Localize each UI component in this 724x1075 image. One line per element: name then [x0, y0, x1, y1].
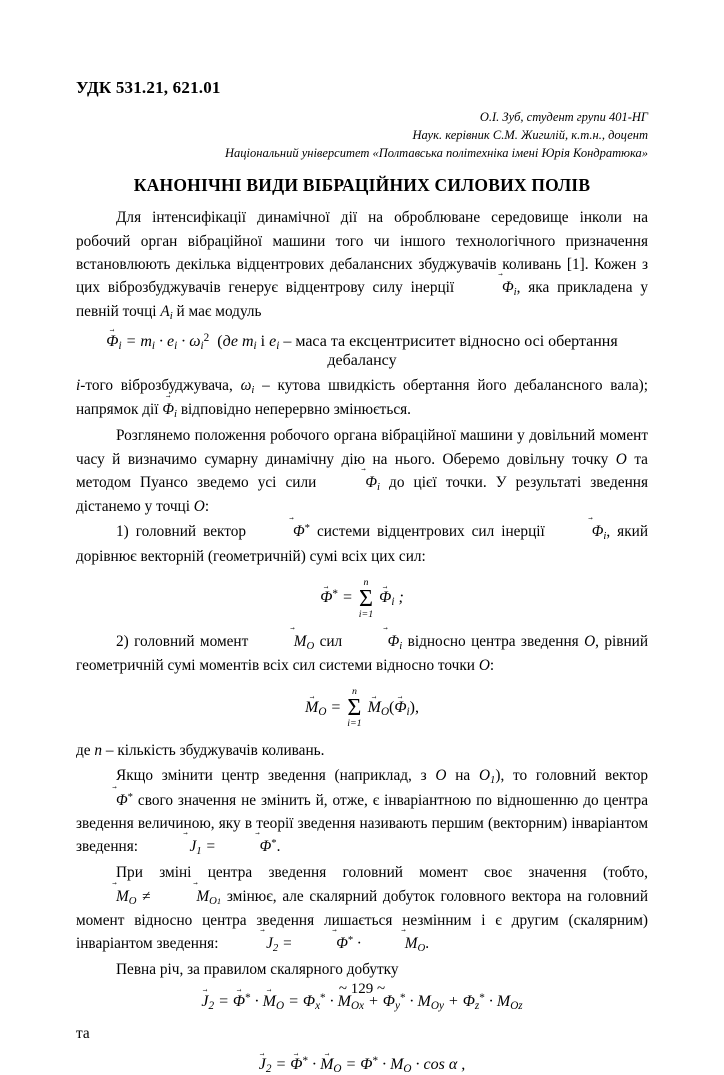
byline-author: О.І. Зуб, студент групи 401-НГ	[479, 110, 648, 124]
symbol-o-3: O	[584, 632, 596, 650]
paragraph-8: Певна річ, за правилом скалярного добутку	[116, 961, 399, 979]
paragraph-2-text-c: до цієї точки. У результаті зведення дістанемо у точці	[76, 473, 648, 516]
formula-phi-definition: $\Phi \to_i = m_i \cdot e_i \cdot \omega_i^2$ (де $m_i$ і $e_i$ – маса та ексцентриситет відносно осі обертання дебалансу	[76, 332, 648, 370]
formula-scalar-cos: $J \to_2 = \Phi \to^* \cdot M \to_O = \Phi^* \cdot M_O \cdot \cos \alpha$ ,	[76, 1055, 648, 1075]
symbol-phi-star-2: Φ →*	[76, 792, 133, 809]
paragraph-5-text-a: де	[76, 742, 91, 760]
paragraph-4-text-d: , рівний геометричній сумі моментів всіх сил системи відносно точки	[76, 632, 649, 674]
symbol-phi-i-4: $\Phi \to_i$	[552, 523, 607, 540]
symbol-o: O	[615, 450, 627, 468]
paragraph-1-cont	[76, 374, 648, 423]
paragraph-4	[76, 630, 648, 678]
symbol-phi-i-5: $\Phi \to_i$	[348, 633, 403, 650]
formula-main-vector: Φ →* = n Σ i=1 $\Phi \to_i$ ;	[76, 578, 648, 620]
paragraph-1-text-f: – маса та ексцентриситет відносно осі обертання дебалансу	[283, 332, 618, 369]
symbol-phi-i-3: $\Phi \to_i$	[325, 474, 380, 491]
paragraph-2-text-b: та методом Пуансо зведемо усі сили	[76, 450, 648, 491]
paragraph-6-text-b: на	[455, 767, 471, 785]
paragraph-2-text-d: :	[204, 498, 210, 516]
symbol-o-4: O	[478, 656, 490, 674]
paragraph-6-text-d: свого значення не змінить й, отже, є інваріантною по відношенню до центра зведення величиною, яку в теорії зведення називають першим (векторним) інваріантом зведення:	[76, 791, 648, 856]
symbol-omega-i: $\omega_i$	[240, 376, 255, 396]
symbol-i: i	[76, 376, 81, 394]
paragraph-3-text-b: системи відцентрових сил інерції	[316, 523, 545, 541]
paragraph-1-text-a: Для інтенсифікації динамічної дії на оброблюване середовище інколи на робочий орган вібраційної машини того чи іншого технологічного призначення встановлюють декілька відцентрових дебалансних збуджувачів коливань [1]. Кожен з цих віброзбуджувачів генерує відцентрову силу інерції	[76, 209, 648, 297]
paragraph-2	[76, 424, 648, 518]
paragraph-9: та	[76, 1024, 90, 1042]
symbol-m-o: $M \to_O$	[254, 633, 314, 650]
paragraph-7	[76, 861, 648, 956]
paragraph-1-text-e: і	[260, 332, 266, 350]
symbol-phi-i: $\Phi \to_i$	[462, 279, 517, 296]
paragraph-1-text-h: – кутова швидкість обертання його дебалансного вала); напрямок дії	[76, 376, 649, 419]
paragraph-4-text-a: 2) головний момент	[116, 632, 249, 650]
page-title: КАНОНІЧНІ ВИДИ ВІБРАЦІЙНИХ СИЛОВИХ ПОЛІВ	[133, 175, 591, 196]
paragraph-7-text-b: змінює, але скалярний добуток головного вектора на головний момент відносно центра зведення лишається незмінним і є другим (скалярним) інваріантом зведення:	[76, 887, 649, 953]
paragraph-6-text-c: ), то головний вектор	[495, 767, 648, 785]
paragraph-6-text-e: .	[276, 838, 281, 856]
symbol-a-i: $A_i$	[160, 303, 173, 323]
paragraph-6-text-a: Якщо змінити центр зведення (наприклад, з	[116, 767, 427, 785]
formula-scalar-expand: $J \to_2 = \Phi \to^* \cdot M \to_O = \Phi_x^* \cdot M_{Ox} + \Phi_y^* \cdot M_{Oy} + \Phi_z^* \cdot M_{Oz}$	[76, 992, 648, 1012]
byline-supervisor: Наук. керівник С.М. Жигилій, к.т.н., доцент	[412, 128, 648, 143]
symbol-o-1: $O_1$	[478, 767, 496, 787]
symbol-o-2: O	[193, 498, 205, 516]
paragraph-3-text-c: , який дорівнює векторній (геометричній) сумі всіх цих сил:	[76, 523, 648, 565]
paragraph-3-text-a: 1) головний вектор	[116, 523, 246, 541]
formula-first-invariant: $J \to_1 = \Phi \to^*$	[142, 838, 277, 855]
paragraph-1-text-i: відповідно неперервно змінюється.	[180, 401, 411, 419]
paragraph-5-text-b: – кількість збуджувачів коливань.	[105, 742, 325, 760]
paragraph-1	[76, 206, 648, 324]
symbol-phi-i-2: $\Phi \to_i$	[162, 401, 177, 418]
byline-affiliation: Національний університет «Полтавська політехніка імені Юрія Кондратюка»	[225, 146, 648, 161]
paragraph-4-text-e: :	[489, 656, 495, 674]
symbol-n: n	[94, 742, 103, 760]
paragraph-4-text-b: сил	[319, 632, 343, 650]
page-number: ~ 129 ~	[338, 981, 386, 997]
paragraph-3	[76, 520, 648, 568]
paragraph-5	[76, 739, 648, 762]
formula-second-invariant: $J \to_2 = \Phi \to^* \cdot M \to_O$	[222, 935, 425, 952]
paragraph-1-text-g: -того віброзбуджувача,	[80, 376, 233, 394]
byline-block	[76, 108, 648, 162]
paragraph-6	[76, 764, 648, 859]
symbol-o-5: O	[435, 767, 447, 785]
formula-moment-change: $M \to_O \ne M \to_{O1}$	[76, 888, 221, 905]
udk-line: УДК 531.21, 621.01	[76, 78, 221, 97]
paragraph-2-text-a: Розглянемо положення робочого органа вібраційної машини у довільний момент часу й визначимо сумарну динамічну дію на нього. Оберемо довільну точку	[76, 427, 648, 468]
paragraph-1-text-c: й має модуль	[176, 303, 262, 321]
paragraph-7-text-c: .	[425, 935, 430, 953]
paragraph-1-text-b: , яка прикладена у певній точці	[76, 279, 648, 321]
paragraph-4-text-c: відносно центра зведення	[407, 632, 579, 650]
paragraph-7-text-a: При зміні центра зведення головний момент своє значення (тобто,	[116, 864, 648, 882]
formula-main-moment: $M \to_O$ = n Σ i=1 $M \to_O(\Phi \to_i)$,	[76, 687, 648, 729]
symbol-phi-star: Φ →*	[253, 523, 310, 540]
